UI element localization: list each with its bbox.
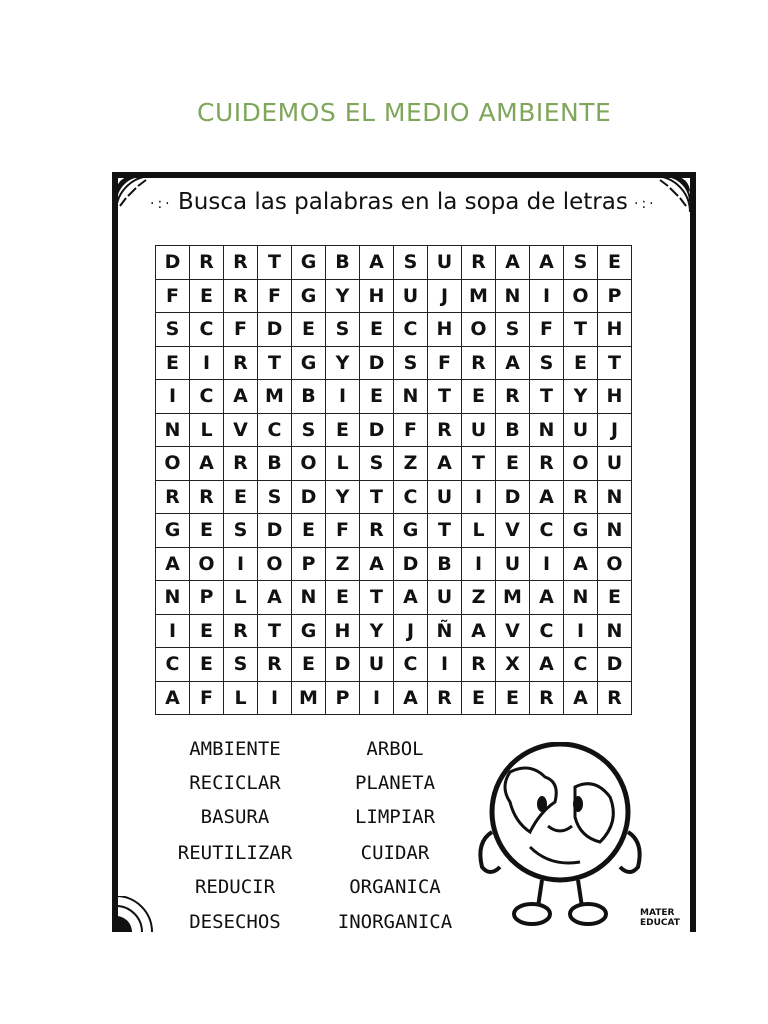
grid-cell: M <box>258 380 292 414</box>
grid-cell: A <box>360 246 394 280</box>
grid-cell: D <box>156 246 190 280</box>
grid-cell: D <box>326 648 360 682</box>
grid-cell: I <box>360 681 394 715</box>
grid-row <box>156 648 632 682</box>
grid-cell: B <box>428 547 462 581</box>
grid-cell: A <box>496 346 530 380</box>
grid-cell: C <box>530 514 564 548</box>
grid-cell: A <box>156 681 190 715</box>
grid-cell: P <box>326 681 360 715</box>
grid-row <box>156 279 632 313</box>
grid-cell: I <box>462 480 496 514</box>
grid-cell: N <box>156 581 190 615</box>
grid-cell: S <box>394 346 428 380</box>
grid-row <box>156 480 632 514</box>
grid-row <box>156 380 632 414</box>
grid-cell: Y <box>564 380 598 414</box>
grid-cell: F <box>258 279 292 313</box>
grid-cell: A <box>530 581 564 615</box>
grid-cell: A <box>394 581 428 615</box>
grid-cell: V <box>496 514 530 548</box>
grid-cell: N <box>598 514 632 548</box>
word-desechos: DESECHOS <box>189 911 281 933</box>
grid-cell: C <box>258 413 292 447</box>
grid-cell: L <box>326 447 360 481</box>
grid-cell: G <box>292 246 326 280</box>
grid-cell: H <box>326 614 360 648</box>
grid-cell: O <box>190 547 224 581</box>
word-ambiente: AMBIENTE <box>189 738 281 760</box>
grid-cell: R <box>224 614 258 648</box>
grid-cell: D <box>258 514 292 548</box>
grid-cell: P <box>190 581 224 615</box>
grid-cell: A <box>564 547 598 581</box>
grid-cell: P <box>292 547 326 581</box>
grid-cell: A <box>530 648 564 682</box>
grid-cell: L <box>224 581 258 615</box>
grid-cell: S <box>292 413 326 447</box>
grid-cell: B <box>258 447 292 481</box>
grid-cell: N <box>496 279 530 313</box>
grid-cell: N <box>394 380 428 414</box>
grid-cell: X <box>496 648 530 682</box>
grid-row <box>156 614 632 648</box>
grid-cell: J <box>598 413 632 447</box>
grid-cell: R <box>462 346 496 380</box>
grid-cell: U <box>428 581 462 615</box>
grid-cell: T <box>258 346 292 380</box>
grid-cell: G <box>292 346 326 380</box>
grid-cell: J <box>394 614 428 648</box>
grid-cell: D <box>360 346 394 380</box>
grid-cell: G <box>292 614 326 648</box>
grid-cell: T <box>462 447 496 481</box>
grid-cell: B <box>496 413 530 447</box>
grid-cell: R <box>224 279 258 313</box>
grid-cell: S <box>564 246 598 280</box>
grid-cell: H <box>598 313 632 347</box>
grid-cell: O <box>258 547 292 581</box>
grid-cell: L <box>224 681 258 715</box>
word-planeta: PLANETA <box>354 772 436 794</box>
grid-cell: A <box>428 447 462 481</box>
grid-cell: D <box>496 480 530 514</box>
grid-cell: T <box>428 514 462 548</box>
grid-cell: C <box>394 480 428 514</box>
earth-character-icon <box>470 742 650 932</box>
grid-cell: V <box>224 413 258 447</box>
grid-cell: E <box>190 514 224 548</box>
grid-cell: R <box>224 346 258 380</box>
grid-cell: R <box>428 413 462 447</box>
grid-cell: A <box>462 614 496 648</box>
grid-cell: T <box>360 581 394 615</box>
grid-cell: S <box>394 246 428 280</box>
grid-cell: S <box>224 514 258 548</box>
grid-cell: O <box>564 279 598 313</box>
grid-cell: N <box>598 480 632 514</box>
grid-cell: I <box>326 380 360 414</box>
grid-cell: L <box>190 413 224 447</box>
grid-cell: A <box>496 246 530 280</box>
decorative-dots: ·:· <box>150 196 173 212</box>
grid-cell: Z <box>394 447 428 481</box>
grid-cell: A <box>224 380 258 414</box>
grid-cell: A <box>530 246 564 280</box>
grid-cell: R <box>496 380 530 414</box>
word-reducir: REDUCIR <box>194 876 276 898</box>
grid-cell: U <box>564 413 598 447</box>
grid-cell: N <box>598 614 632 648</box>
grid-cell: B <box>326 246 360 280</box>
grid-cell: U <box>360 648 394 682</box>
grid-cell: U <box>598 447 632 481</box>
grid-cell: P <box>598 279 632 313</box>
grid-cell: S <box>530 346 564 380</box>
word-organica: ORGANICA <box>349 876 441 898</box>
grid-cell: I <box>530 279 564 313</box>
grid-row <box>156 547 632 581</box>
grid-cell: Z <box>462 581 496 615</box>
grid-row <box>156 681 632 715</box>
grid-cell: I <box>258 681 292 715</box>
grid-cell: I <box>428 648 462 682</box>
grid-cell: R <box>224 447 258 481</box>
grid-cell: E <box>462 380 496 414</box>
grid-row <box>156 413 632 447</box>
grid-cell: T <box>258 614 292 648</box>
grid-cell: R <box>530 447 564 481</box>
grid-cell: A <box>360 547 394 581</box>
grid-cell: C <box>394 648 428 682</box>
grid-cell: Y <box>326 346 360 380</box>
grid-cell: C <box>156 648 190 682</box>
grid-cell: S <box>360 447 394 481</box>
grid-cell: E <box>156 346 190 380</box>
grid-cell: T <box>258 246 292 280</box>
grid-cell: R <box>258 648 292 682</box>
grid-cell: M <box>292 681 326 715</box>
grid-cell: A <box>564 681 598 715</box>
grid-cell: F <box>190 681 224 715</box>
grid-cell: T <box>598 346 632 380</box>
grid-cell: T <box>564 313 598 347</box>
grid-cell: D <box>292 480 326 514</box>
word-arbol: ARBOL <box>366 738 424 760</box>
page-title: CUIDEMOS EL MEDIO AMBIENTE <box>197 98 612 127</box>
grid-cell: F <box>530 313 564 347</box>
grid-cell: H <box>360 279 394 313</box>
grid-cell: G <box>156 514 190 548</box>
grid-cell: I <box>156 380 190 414</box>
grid-cell: A <box>258 581 292 615</box>
grid-row <box>156 447 632 481</box>
word-search-grid <box>155 245 632 715</box>
word-reciclar: RECICLAR <box>189 772 281 794</box>
grid-cell: R <box>462 648 496 682</box>
grid-cell: T <box>530 380 564 414</box>
word-limpiar: LIMPIAR <box>354 806 436 828</box>
decorative-dots: ·:· <box>634 196 657 212</box>
grid-cell: R <box>564 480 598 514</box>
grid-cell: C <box>564 648 598 682</box>
grid-cell: S <box>258 480 292 514</box>
grid-cell: C <box>530 614 564 648</box>
grid-cell: B <box>292 380 326 414</box>
grid-cell: R <box>190 480 224 514</box>
grid-cell: E <box>360 380 394 414</box>
grid-cell: F <box>394 413 428 447</box>
grid-cell: M <box>462 279 496 313</box>
grid-cell: U <box>462 413 496 447</box>
grid-cell: E <box>224 480 258 514</box>
grid-cell: F <box>326 514 360 548</box>
grid-cell: E <box>292 313 326 347</box>
grid-cell: S <box>224 648 258 682</box>
grid-cell: R <box>190 246 224 280</box>
grid-cell: A <box>394 681 428 715</box>
grid-cell: U <box>394 279 428 313</box>
brand-logo: MATER EDUCAT <box>640 908 680 928</box>
grid-cell: O <box>292 447 326 481</box>
grid-cell: T <box>428 380 462 414</box>
grid-cell: L <box>462 514 496 548</box>
grid-cell: E <box>190 279 224 313</box>
grid-cell: E <box>326 581 360 615</box>
grid-cell: N <box>564 581 598 615</box>
grid-cell: E <box>496 447 530 481</box>
grid-cell: V <box>496 614 530 648</box>
grid-cell: D <box>598 648 632 682</box>
grid-cell: A <box>156 547 190 581</box>
grid-row <box>156 313 632 347</box>
grid-cell: S <box>156 313 190 347</box>
grid-cell: A <box>530 480 564 514</box>
grid-cell: I <box>190 346 224 380</box>
grid-cell: F <box>428 346 462 380</box>
grid-cell: E <box>326 413 360 447</box>
grid-cell: M <box>496 581 530 615</box>
grid-cell: J <box>428 279 462 313</box>
grid-cell: D <box>360 413 394 447</box>
grid-cell: E <box>496 681 530 715</box>
grid-cell: F <box>156 279 190 313</box>
grid-cell: A <box>190 447 224 481</box>
grid-cell: Y <box>360 614 394 648</box>
grid-cell: E <box>190 648 224 682</box>
grid-cell: O <box>156 447 190 481</box>
grid-cell: D <box>394 547 428 581</box>
grid-cell: O <box>462 313 496 347</box>
grid-cell: I <box>224 547 258 581</box>
grid-cell: O <box>564 447 598 481</box>
grid-cell: E <box>190 614 224 648</box>
grid-cell: Y <box>326 480 360 514</box>
grid-cell: R <box>156 480 190 514</box>
grid-cell: C <box>190 380 224 414</box>
grid-cell: E <box>564 346 598 380</box>
grid-cell: R <box>530 681 564 715</box>
grid-cell: G <box>394 514 428 548</box>
grid-cell: D <box>258 313 292 347</box>
grid-cell: N <box>530 413 564 447</box>
grid-cell: H <box>428 313 462 347</box>
grid-cell: Z <box>326 547 360 581</box>
grid-cell: R <box>462 246 496 280</box>
grid-cell: U <box>428 480 462 514</box>
grid-cell: I <box>530 547 564 581</box>
grid-row <box>156 346 632 380</box>
grid-cell: E <box>462 681 496 715</box>
grid-row <box>156 246 632 280</box>
grid-cell: E <box>598 581 632 615</box>
grid-cell: R <box>598 681 632 715</box>
grid-cell: E <box>598 246 632 280</box>
grid-cell: G <box>564 514 598 548</box>
grid-cell: Y <box>326 279 360 313</box>
grid-cell: I <box>156 614 190 648</box>
grid-cell: R <box>428 681 462 715</box>
grid-cell: N <box>292 581 326 615</box>
grid-cell: S <box>496 313 530 347</box>
grid-cell: E <box>292 648 326 682</box>
mandala-corner-icon <box>116 896 156 932</box>
grid-cell: G <box>292 279 326 313</box>
grid-cell: F <box>224 313 258 347</box>
grid-cell: H <box>598 380 632 414</box>
grid-cell: Ñ <box>428 614 462 648</box>
grid-cell: R <box>224 246 258 280</box>
grid-cell: I <box>462 547 496 581</box>
grid-row <box>156 581 632 615</box>
grid-cell: T <box>360 480 394 514</box>
grid-cell: U <box>428 246 462 280</box>
grid-cell: E <box>360 313 394 347</box>
grid-cell: C <box>190 313 224 347</box>
word-basura: BASURA <box>200 806 270 828</box>
grid-cell: I <box>564 614 598 648</box>
word-reutilizar: REUTILIZAR <box>177 842 293 864</box>
instructions: Busca las palabras en la sopa de letras <box>178 189 628 215</box>
grid-cell: U <box>496 547 530 581</box>
grid-cell: O <box>598 547 632 581</box>
word-inorganica: INORGANICA <box>337 911 453 933</box>
grid-cell: S <box>326 313 360 347</box>
grid-cell: R <box>360 514 394 548</box>
grid-cell: N <box>156 413 190 447</box>
grid-cell: E <box>292 514 326 548</box>
word-cuidar: CUIDAR <box>360 842 430 864</box>
grid-cell: C <box>394 313 428 347</box>
grid-row <box>156 514 632 548</box>
